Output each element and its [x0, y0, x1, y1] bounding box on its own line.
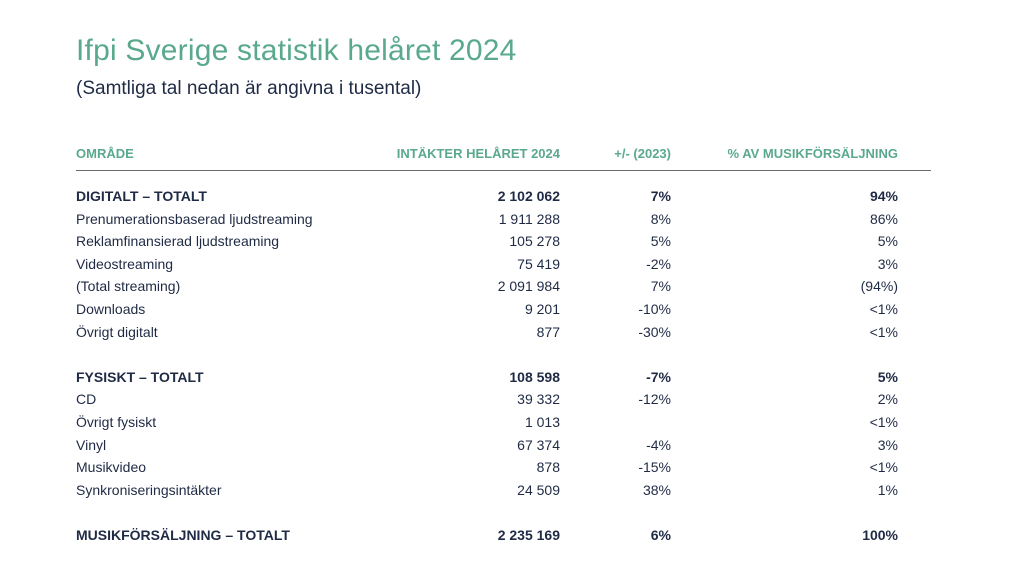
- statistics-table: [76, 140, 931, 547]
- row-label: Övrigt fysiskt: [76, 413, 157, 430]
- row-revenue: 9 201: [524, 300, 560, 317]
- row-share: 1%: [877, 481, 898, 498]
- row-label: MUSIKFÖRSÄLJNING – TOTALT: [76, 526, 290, 543]
- table-row: [76, 298, 931, 321]
- row-change: -30%: [638, 323, 671, 340]
- row-label: DIGITALT – TOTALT: [76, 188, 207, 204]
- row-change: -15%: [638, 459, 671, 476]
- row-revenue: 878: [536, 459, 560, 476]
- row-share: <1%: [869, 300, 898, 317]
- table-header: [76, 140, 931, 171]
- row-change: -12%: [638, 391, 671, 408]
- row-change: 38%: [642, 481, 671, 498]
- row-label: CD: [76, 391, 97, 408]
- row-share: 5%: [877, 368, 898, 385]
- row-revenue: 2 102 062: [497, 188, 560, 204]
- row-revenue: 108 598: [509, 368, 560, 385]
- row-change: -4%: [646, 436, 671, 453]
- table-row: [76, 321, 931, 344]
- row-share: <1%: [869, 323, 898, 340]
- row-label: Prenumerationsbaserad ljudstreaming: [76, 210, 313, 227]
- row-share: 2%: [877, 391, 898, 408]
- row-revenue: 24 509: [517, 481, 560, 498]
- row-change: 7%: [650, 278, 671, 295]
- row-label: Downloads: [76, 300, 146, 317]
- table-row: [76, 388, 931, 411]
- row-share: 3%: [877, 436, 898, 453]
- row-label: FYSISKT – TOTALT: [76, 368, 204, 385]
- row-change: -2%: [646, 255, 671, 272]
- table-row: [76, 456, 931, 479]
- page-subtitle: (Samtliga tal nedan är angivna i tusental): [76, 78, 422, 99]
- row-label: Övrigt digitalt: [76, 323, 158, 340]
- row-share: 3%: [877, 255, 898, 272]
- row-share: 94%: [869, 188, 898, 204]
- row-revenue: 2 235 169: [497, 526, 560, 543]
- row-share: (94%): [860, 278, 898, 295]
- row-change: 6%: [650, 526, 671, 543]
- table-row: [76, 230, 931, 253]
- table-row: [76, 275, 931, 298]
- table-row: [76, 253, 931, 276]
- page-title: Ifpi Sverige statistik helåret 2024: [76, 34, 517, 67]
- header-area: OMRÅDE: [76, 146, 134, 161]
- row-label: Reklamfinansierad ljudstreaming: [76, 233, 280, 250]
- row-revenue: 75 419: [517, 255, 560, 272]
- row-label: Vinyl: [76, 436, 107, 453]
- row-share: <1%: [869, 413, 898, 430]
- row-revenue: 105 278: [509, 233, 560, 250]
- row-label: Musikvideo: [76, 459, 147, 476]
- header-change: +/- (2023): [614, 146, 671, 161]
- row-change: 8%: [650, 210, 671, 227]
- row-revenue: 1 911 288: [498, 210, 560, 227]
- table-row: [76, 479, 931, 502]
- row-share: <1%: [869, 459, 898, 476]
- row-label: Videostreaming: [76, 255, 174, 272]
- row-revenue: 39 332: [517, 391, 560, 408]
- table-row-grand-total: [76, 524, 931, 547]
- row-share: 100%: [862, 526, 898, 543]
- table-row-digital-total: [76, 185, 931, 208]
- header-revenue: INTÄKTER HELÅRET 2024: [396, 146, 560, 161]
- table-row: [76, 411, 931, 434]
- row-revenue: 1 013: [524, 413, 560, 430]
- row-label: Synkroniseringsintäkter: [76, 481, 222, 498]
- table-row: [76, 208, 931, 231]
- header-share: % AV MUSIKFÖRSÄLJNING: [727, 146, 898, 161]
- table-row: [76, 434, 931, 457]
- row-change: 5%: [650, 233, 671, 250]
- row-label: (Total streaming): [76, 278, 181, 295]
- row-share: 86%: [869, 210, 898, 227]
- row-change: -10%: [638, 300, 671, 317]
- row-revenue: 67 374: [517, 436, 560, 453]
- row-change: -7%: [646, 368, 671, 385]
- row-share: 5%: [877, 233, 898, 250]
- table-row-physical-total: [76, 366, 931, 389]
- row-revenue: 877: [536, 323, 560, 340]
- row-change: 7%: [650, 188, 671, 204]
- row-revenue: 2 091 984: [497, 278, 560, 295]
